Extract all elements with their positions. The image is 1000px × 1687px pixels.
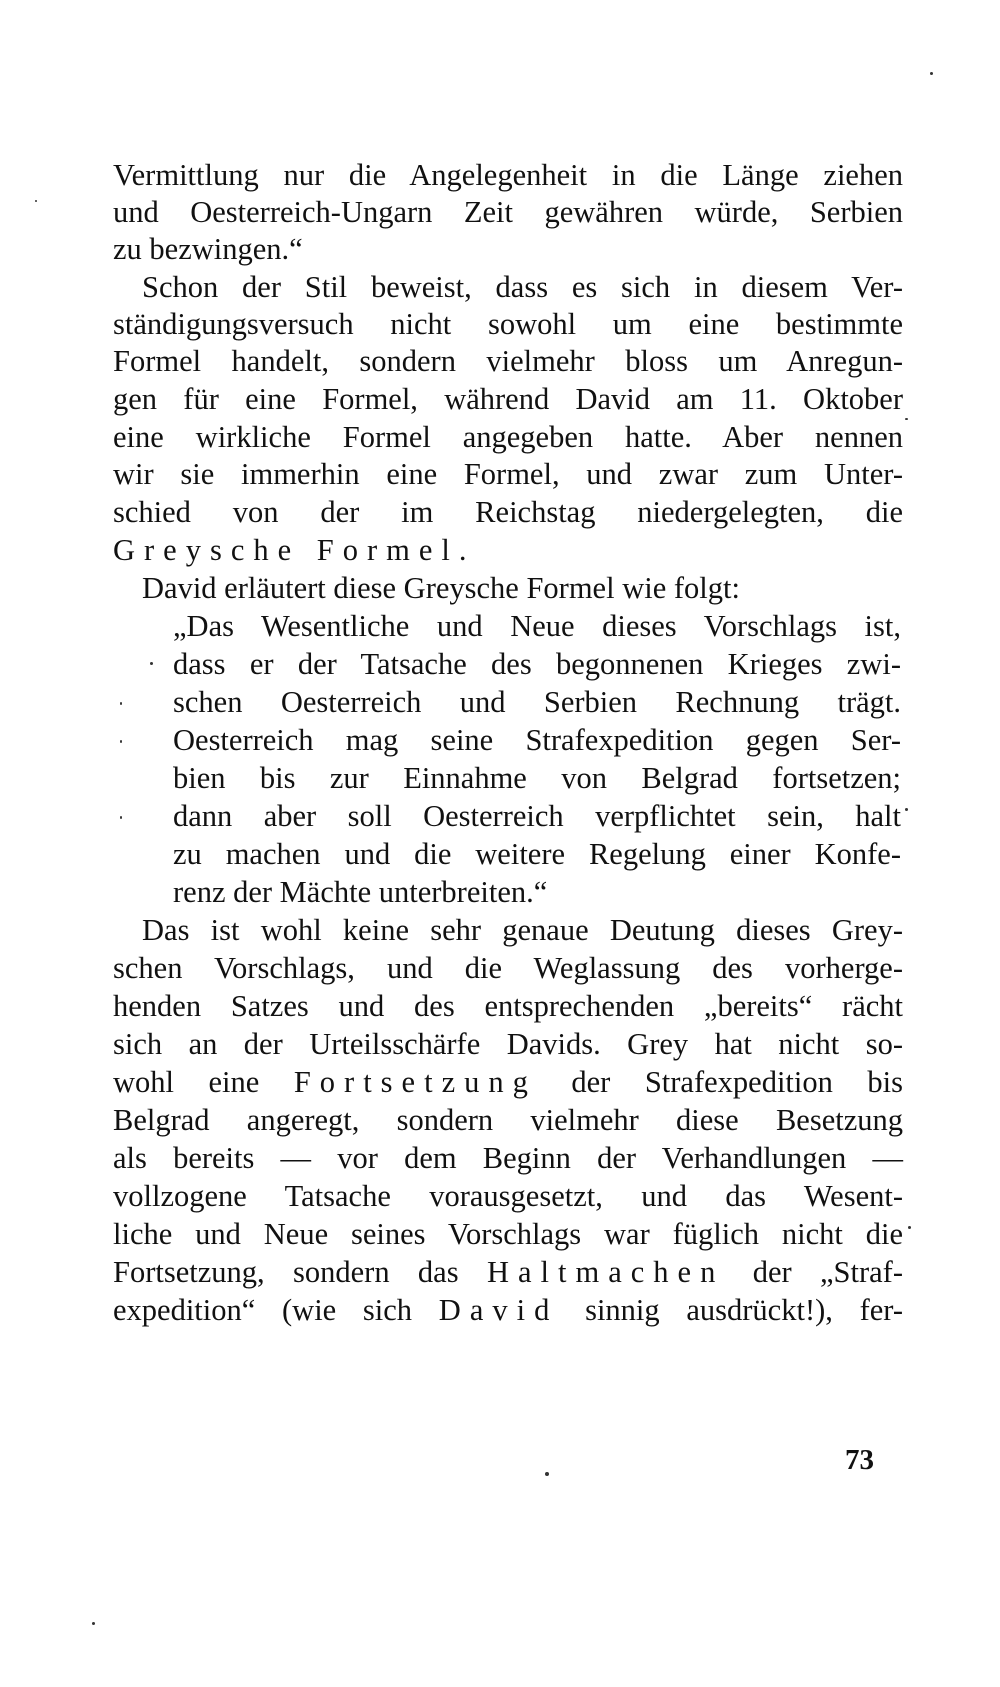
text-line: wohl eine Fortsetzung der Strafexpedition bis <box>113 1065 903 1099</box>
scan-speck <box>35 200 37 202</box>
quote-line: schen Oesterreich und Serbien Rechnung trägt. <box>173 685 901 719</box>
text-line: henden Satzes und des entsprechenden „bereits“ rächt <box>113 989 903 1023</box>
scan-speck <box>150 662 153 665</box>
text-line: David erläutert diese Greysche Formel wie folgt: <box>142 571 740 605</box>
spaced-text-line: Greysche Formel. <box>113 533 476 567</box>
text-line: Das ist wohl keine sehr genaue Deutung dieses Grey- <box>142 913 903 947</box>
text-line: sich an der Urteilsschärfe Davids. Grey hat nicht so- <box>113 1027 903 1061</box>
text-line: schen Vorschlags, und die Weglassung des vorherge- <box>113 951 903 985</box>
text-line: Fortsetzung, sondern das Haltmachen der „Straf- <box>113 1255 903 1289</box>
text-line: ständigungsversuch nicht sowohl um eine bestimmte <box>113 307 903 341</box>
text-line: Formel handelt, sondern vielmehr bloss um Anregun- <box>113 344 903 378</box>
text-line: und Oesterreich-Ungarn Zeit gewähren würde, Serbien <box>113 195 903 229</box>
scan-speck <box>905 418 908 420</box>
quote-line: „Das Wesentliche und Neue dieses Vorschlags ist, <box>173 609 901 643</box>
text-line: zu bezwingen.“ <box>113 232 303 266</box>
quote-line: Oesterreich mag seine Strafexpedition gegen Ser- <box>173 723 901 757</box>
scan-speck <box>120 740 122 743</box>
spaced-word: Haltmachen <box>486 1255 725 1289</box>
text-line: liche und Neue seines Vorschlags war füglich nicht die <box>113 1217 903 1251</box>
text-line: Vermittlung nur die Angelegenheit in die Länge ziehen <box>113 158 903 192</box>
scan-speck <box>908 1226 911 1229</box>
text-line: vollzogene Tatsache vorausgesetzt, und das Wesent- <box>113 1179 903 1213</box>
text-line: Belgrad angeregt, sondern vielmehr diese Besetzung <box>113 1103 903 1137</box>
quote-line: bien bis zur Einnahme von Belgrad fortsetzen; <box>173 761 901 795</box>
scan-speck <box>92 1622 95 1625</box>
quote-line: dann aber soll Oesterreich verpflichtet sein, halt <box>173 799 901 833</box>
text-line: wir sie immerhin eine Formel, und zwar zum Unter- <box>113 457 903 491</box>
text-line: gen für eine Formel, während David am 11. Oktober <box>113 382 903 416</box>
text-line: als bereits — vor dem Beginn der Verhandlungen — <box>113 1141 903 1175</box>
scan-speck <box>905 808 908 811</box>
scan-speck <box>545 1472 549 1476</box>
spaced-word: Fortsetzung <box>293 1065 537 1099</box>
quote-line: zu machen und die weitere Regelung einer Konfe- <box>173 837 901 871</box>
quote-line: dass er der Tatsache des begonnenen Krieges zwi- <box>173 647 901 681</box>
page-number: 73 <box>845 1444 874 1476</box>
text-line: schied von der im Reichstag niedergelegten, die <box>113 495 903 529</box>
text-line: expedition“ (wie sich David sinnig ausdrückt!), fer- <box>113 1293 904 1327</box>
spaced-word: David <box>438 1293 559 1327</box>
scan-speck <box>120 702 122 705</box>
scan-speck <box>930 72 933 75</box>
text-line: Schon der Stil beweist, dass es sich in diesem Ver- <box>142 270 903 304</box>
text-line: eine wirkliche Formel angegeben hatte. Aber nennen <box>113 420 903 454</box>
quote-line: renz der Mächte unterbreiten.“ <box>173 875 548 909</box>
scan-speck <box>120 816 122 819</box>
